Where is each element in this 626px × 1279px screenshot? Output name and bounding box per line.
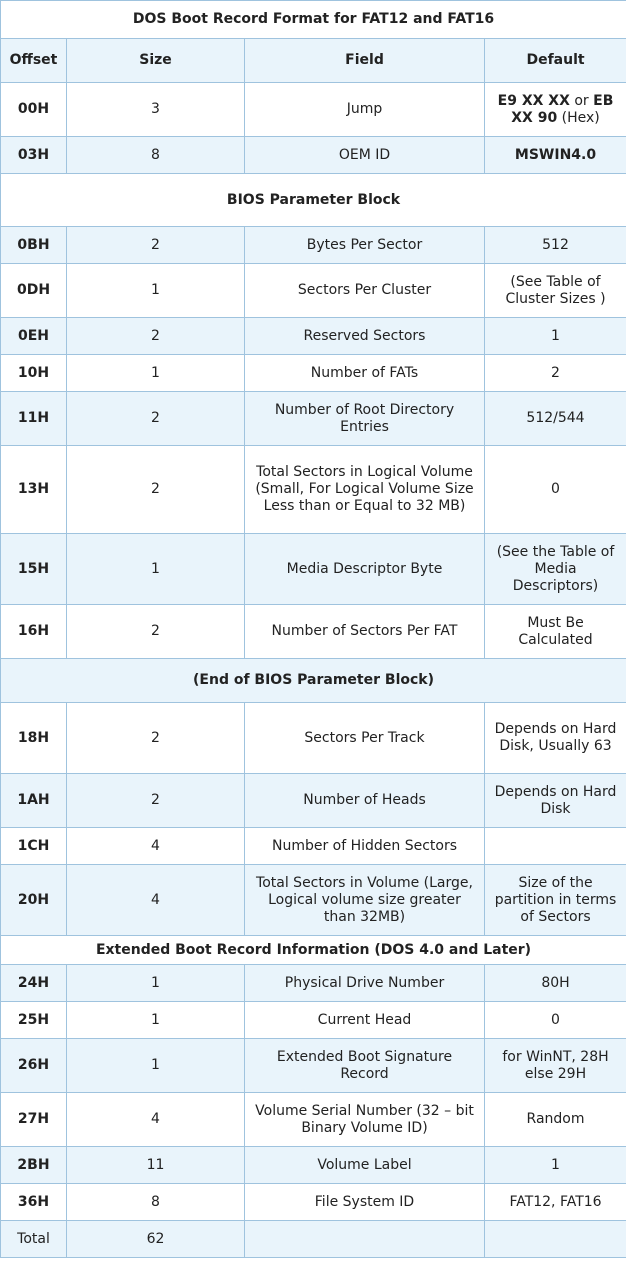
cell-size: 1 [67, 965, 245, 1002]
table-row [1, 392, 626, 446]
default-part: (Hex) [557, 109, 600, 126]
table-row [1, 137, 626, 174]
cell-field: Media Descriptor Byte [245, 534, 485, 605]
cell-size: 8 [67, 137, 245, 174]
table-row [1, 1093, 626, 1147]
cell-default: 512/544 [485, 392, 626, 446]
cell-field: Total Sectors in Logical Volume (Small, For Logical Volume Size Less than or Equal to 32 MB) [245, 446, 485, 534]
cell-default: Depends on Hard Disk, Usually 63 [485, 703, 626, 774]
cell-default: 1 [485, 318, 626, 355]
cell-default: (See the Table of Media Descriptors) [485, 534, 626, 605]
cell-size: 2 [67, 446, 245, 534]
cell-offset: 25H [1, 1002, 67, 1039]
cell-offset: 0DH [1, 264, 67, 318]
cell-size: 2 [67, 774, 245, 828]
table-row [1, 828, 626, 865]
section-bpb-end: (End of BIOS Parameter Block) [1, 659, 626, 703]
cell-default [485, 828, 626, 865]
table-title: DOS Boot Record Format for FAT12 and FAT16 [1, 1, 626, 39]
cell-field: Volume Label [245, 1147, 485, 1184]
cell-size: 2 [67, 227, 245, 264]
cell-size: 2 [67, 605, 245, 659]
cell-size: 1 [67, 534, 245, 605]
cell-field: Volume Serial Number (32 – bit Binary Volume ID) [245, 1093, 485, 1147]
table-row [1, 965, 626, 1002]
cell-default [485, 83, 626, 137]
cell-offset: 1AH [1, 774, 67, 828]
cell-size: 1 [67, 264, 245, 318]
cell-field: Extended Boot Signature Record [245, 1039, 485, 1093]
cell-default: 512 [485, 227, 626, 264]
cell-offset: 0BH [1, 227, 67, 264]
table-row [1, 703, 626, 774]
section-row [1, 936, 626, 965]
total-size: 62 [67, 1221, 245, 1258]
cell-field: Reserved Sectors [245, 318, 485, 355]
table-row [1, 318, 626, 355]
default-part: EB XX 90 [511, 92, 614, 126]
table-row [1, 605, 626, 659]
header-offset: Offset [1, 39, 67, 83]
cell-size: 8 [67, 1184, 245, 1221]
table-row [1, 534, 626, 605]
cell-size: 4 [67, 865, 245, 936]
cell-offset: 03H [1, 137, 67, 174]
cell-field: Current Head [245, 1002, 485, 1039]
section-bpb: BIOS Parameter Block [1, 174, 626, 227]
cell-field: Total Sectors in Volume (Large, Logical volume size greater than 32MB) [245, 865, 485, 936]
table-row [1, 355, 626, 392]
cell-field: Number of Hidden Sectors [245, 828, 485, 865]
cell-field [245, 1221, 485, 1258]
cell-offset: 1CH [1, 828, 67, 865]
cell-default: 0 [485, 446, 626, 534]
cell-size: 1 [67, 1002, 245, 1039]
cell-offset: 2BH [1, 1147, 67, 1184]
table-row [1, 1039, 626, 1093]
cell-size: 11 [67, 1147, 245, 1184]
cell-offset: 36H [1, 1184, 67, 1221]
header-size: Size [67, 39, 245, 83]
cell-offset: 20H [1, 865, 67, 936]
cell-default [485, 1221, 626, 1258]
cell-default: Size of the partition in terms of Sectors [485, 865, 626, 936]
cell-size: 2 [67, 703, 245, 774]
total-row [1, 1221, 626, 1258]
cell-size: 3 [67, 83, 245, 137]
cell-offset: 27H [1, 1093, 67, 1147]
table-row [1, 1184, 626, 1221]
cell-field: Number of FATs [245, 355, 485, 392]
table-row [1, 264, 626, 318]
cell-default: (See Table of Cluster Sizes ) [485, 264, 626, 318]
cell-size: 4 [67, 828, 245, 865]
title-row [1, 1, 626, 39]
cell-offset: 26H [1, 1039, 67, 1093]
cell-default: 2 [485, 355, 626, 392]
cell-default: for WinNT, 28H else 29H [485, 1039, 626, 1093]
cell-size: 2 [67, 318, 245, 355]
cell-field: Physical Drive Number [245, 965, 485, 1002]
cell-field: Jump [245, 83, 485, 137]
cell-field: Sectors Per Cluster [245, 264, 485, 318]
cell-offset: 00H [1, 83, 67, 137]
cell-default: Must Be Calculated [485, 605, 626, 659]
cell-offset: 0EH [1, 318, 67, 355]
cell-offset: 18H [1, 703, 67, 774]
cell-default: Random [485, 1093, 626, 1147]
section-row [1, 659, 626, 703]
cell-default: Depends on Hard Disk [485, 774, 626, 828]
cell-field: Number of Heads [245, 774, 485, 828]
cell-field: Bytes Per Sector [245, 227, 485, 264]
header-field: Field [245, 39, 485, 83]
table-row [1, 446, 626, 534]
header-row [1, 39, 626, 83]
table-row [1, 227, 626, 264]
cell-field: OEM ID [245, 137, 485, 174]
cell-offset: 15H [1, 534, 67, 605]
cell-offset: 11H [1, 392, 67, 446]
cell-size: 4 [67, 1093, 245, 1147]
cell-offset: 10H [1, 355, 67, 392]
table-row [1, 83, 626, 137]
cell-field: Number of Sectors Per FAT [245, 605, 485, 659]
cell-size: 1 [67, 1039, 245, 1093]
section-ebr: Extended Boot Record Information (DOS 4.0 and Later) [1, 936, 626, 965]
cell-default: FAT12, FAT16 [485, 1184, 626, 1221]
table-row [1, 1002, 626, 1039]
cell-field: Number of Root Directory Entries [245, 392, 485, 446]
cell-offset: 16H [1, 605, 67, 659]
default-part: E9 XX XX [497, 92, 570, 109]
total-label: Total [1, 1221, 67, 1258]
section-row [1, 174, 626, 227]
cell-default: MSWIN4.0 [485, 137, 626, 174]
table-row [1, 865, 626, 936]
cell-offset: 13H [1, 446, 67, 534]
cell-size: 2 [67, 392, 245, 446]
default-part: or [569, 92, 594, 109]
table-row [1, 1147, 626, 1184]
cell-default: 1 [485, 1147, 626, 1184]
table-row [1, 774, 626, 828]
header-default: Default [485, 39, 626, 83]
cell-field: Sectors Per Track [245, 703, 485, 774]
cell-field: File System ID [245, 1184, 485, 1221]
cell-default: 80H [485, 965, 626, 1002]
cell-size: 1 [67, 355, 245, 392]
cell-offset: 24H [1, 965, 67, 1002]
cell-default: 0 [485, 1002, 626, 1039]
